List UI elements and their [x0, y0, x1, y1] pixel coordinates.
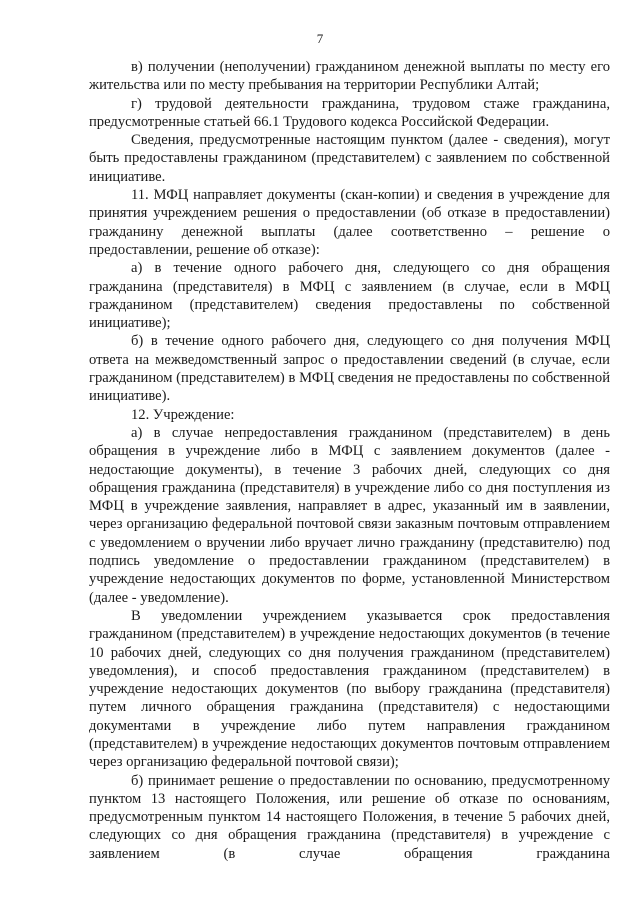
document-body: [89, 58, 610, 863]
paragraph-clause-11-a: а) в течение одного рабочего дня, следующего со дня обращения гражданина (представителя) в МФЦ с заявлением (в случае, если в МФЦ гражданином (представителем) сведения предоставлены по собственной инициативе);: [89, 260, 610, 332]
paragraph-clause-11-b: б) в течение одного рабочего дня, следующего со дня получения МФЦ ответа на межведомственный запрос о предоставлении сведений (в случае, если гражданином (представителем) в МФЦ сведения не предоставлены по собственной инициативе).: [89, 333, 610, 405]
paragraph-notification-terms: В уведомлении учреждением указывается срок предоставления гражданином (представителем) в учреждение недостающих документов (в течение 10 рабочих дней, следующих со дня получения гражданином (представителем) уведомления), и способ предоставления гражданином (представителем) в учреждение недостающих документов (по выбору гражданина (представителя) путем личного обращения гражданина (представителя) с недостающими документами в учреждение либо путем направления гражданином (представителем) в учреждение недостающих документов почтовым отправлением через организацию федеральной почтовой связи);: [89, 607, 610, 771]
paragraph-clause-12-b: б) принимает решение о предоставлении по основанию, предусмотренному пунктом 13 настоящего Положения, или решение об отказе по основаниям, предусмотренным пунктом 14 настоящего Положения, в течение 5 рабочих дней, следующих со дня обращения гражданина (представителя) в учреждение с заявлением (в случае обращения гражданина: [89, 772, 610, 862]
paragraph-g-labor: г) трудовой деятельности гражданина, трудовом стаже гражданина, предусмотренные статьей 66.1 Трудового кодекса Российской Федерации.: [89, 95, 610, 130]
page-number: 7: [316, 31, 324, 46]
paragraph-v-residence: в) получении (неполучении) гражданином денежной выплаты по месту его жительства или по месту пребывания на территории Республики Алтай;: [89, 59, 610, 94]
paragraph-clause-12: 12. Учреждение:: [131, 406, 235, 423]
paragraph-clause-11: 11. МФЦ направляет документы (скан-копии) и сведения в учреждение для принятия учреждением решения о предоставлении (об отказе в предоставлении) гражданину денежной выплаты (далее соответственно – решение о предоставлении, решение об отказе):: [89, 187, 610, 258]
paragraph-clause-12-a: а) в случае непредоставления гражданином (представителем) в день обращения в учреждение либо в МФЦ с заявлением документов (далее - недостающие документы), в течение 3 рабочих дней, следующих со дня обращения гражданина (представителя) в учреждение либо со дня поступления из МФЦ в учреждение заявления, направляет в адрес, указанный им в заявлении, через организацию федеральной почтовой связи заказным почтовым отправлением с уведомлением о вручении либо вручает лично гражданину (представителю) под подпись уведомление о предоставлении гражданином (представителем) в учреждение недостающих документов по форме, установленной Министерством (далее - уведомление).: [89, 424, 610, 606]
paragraph-information-initiative: Сведения, предусмотренные настоящим пунктом (далее - сведения), могут быть предоставлены гражданином (представителем) с заявлением по собственной инициативе.: [89, 132, 610, 185]
